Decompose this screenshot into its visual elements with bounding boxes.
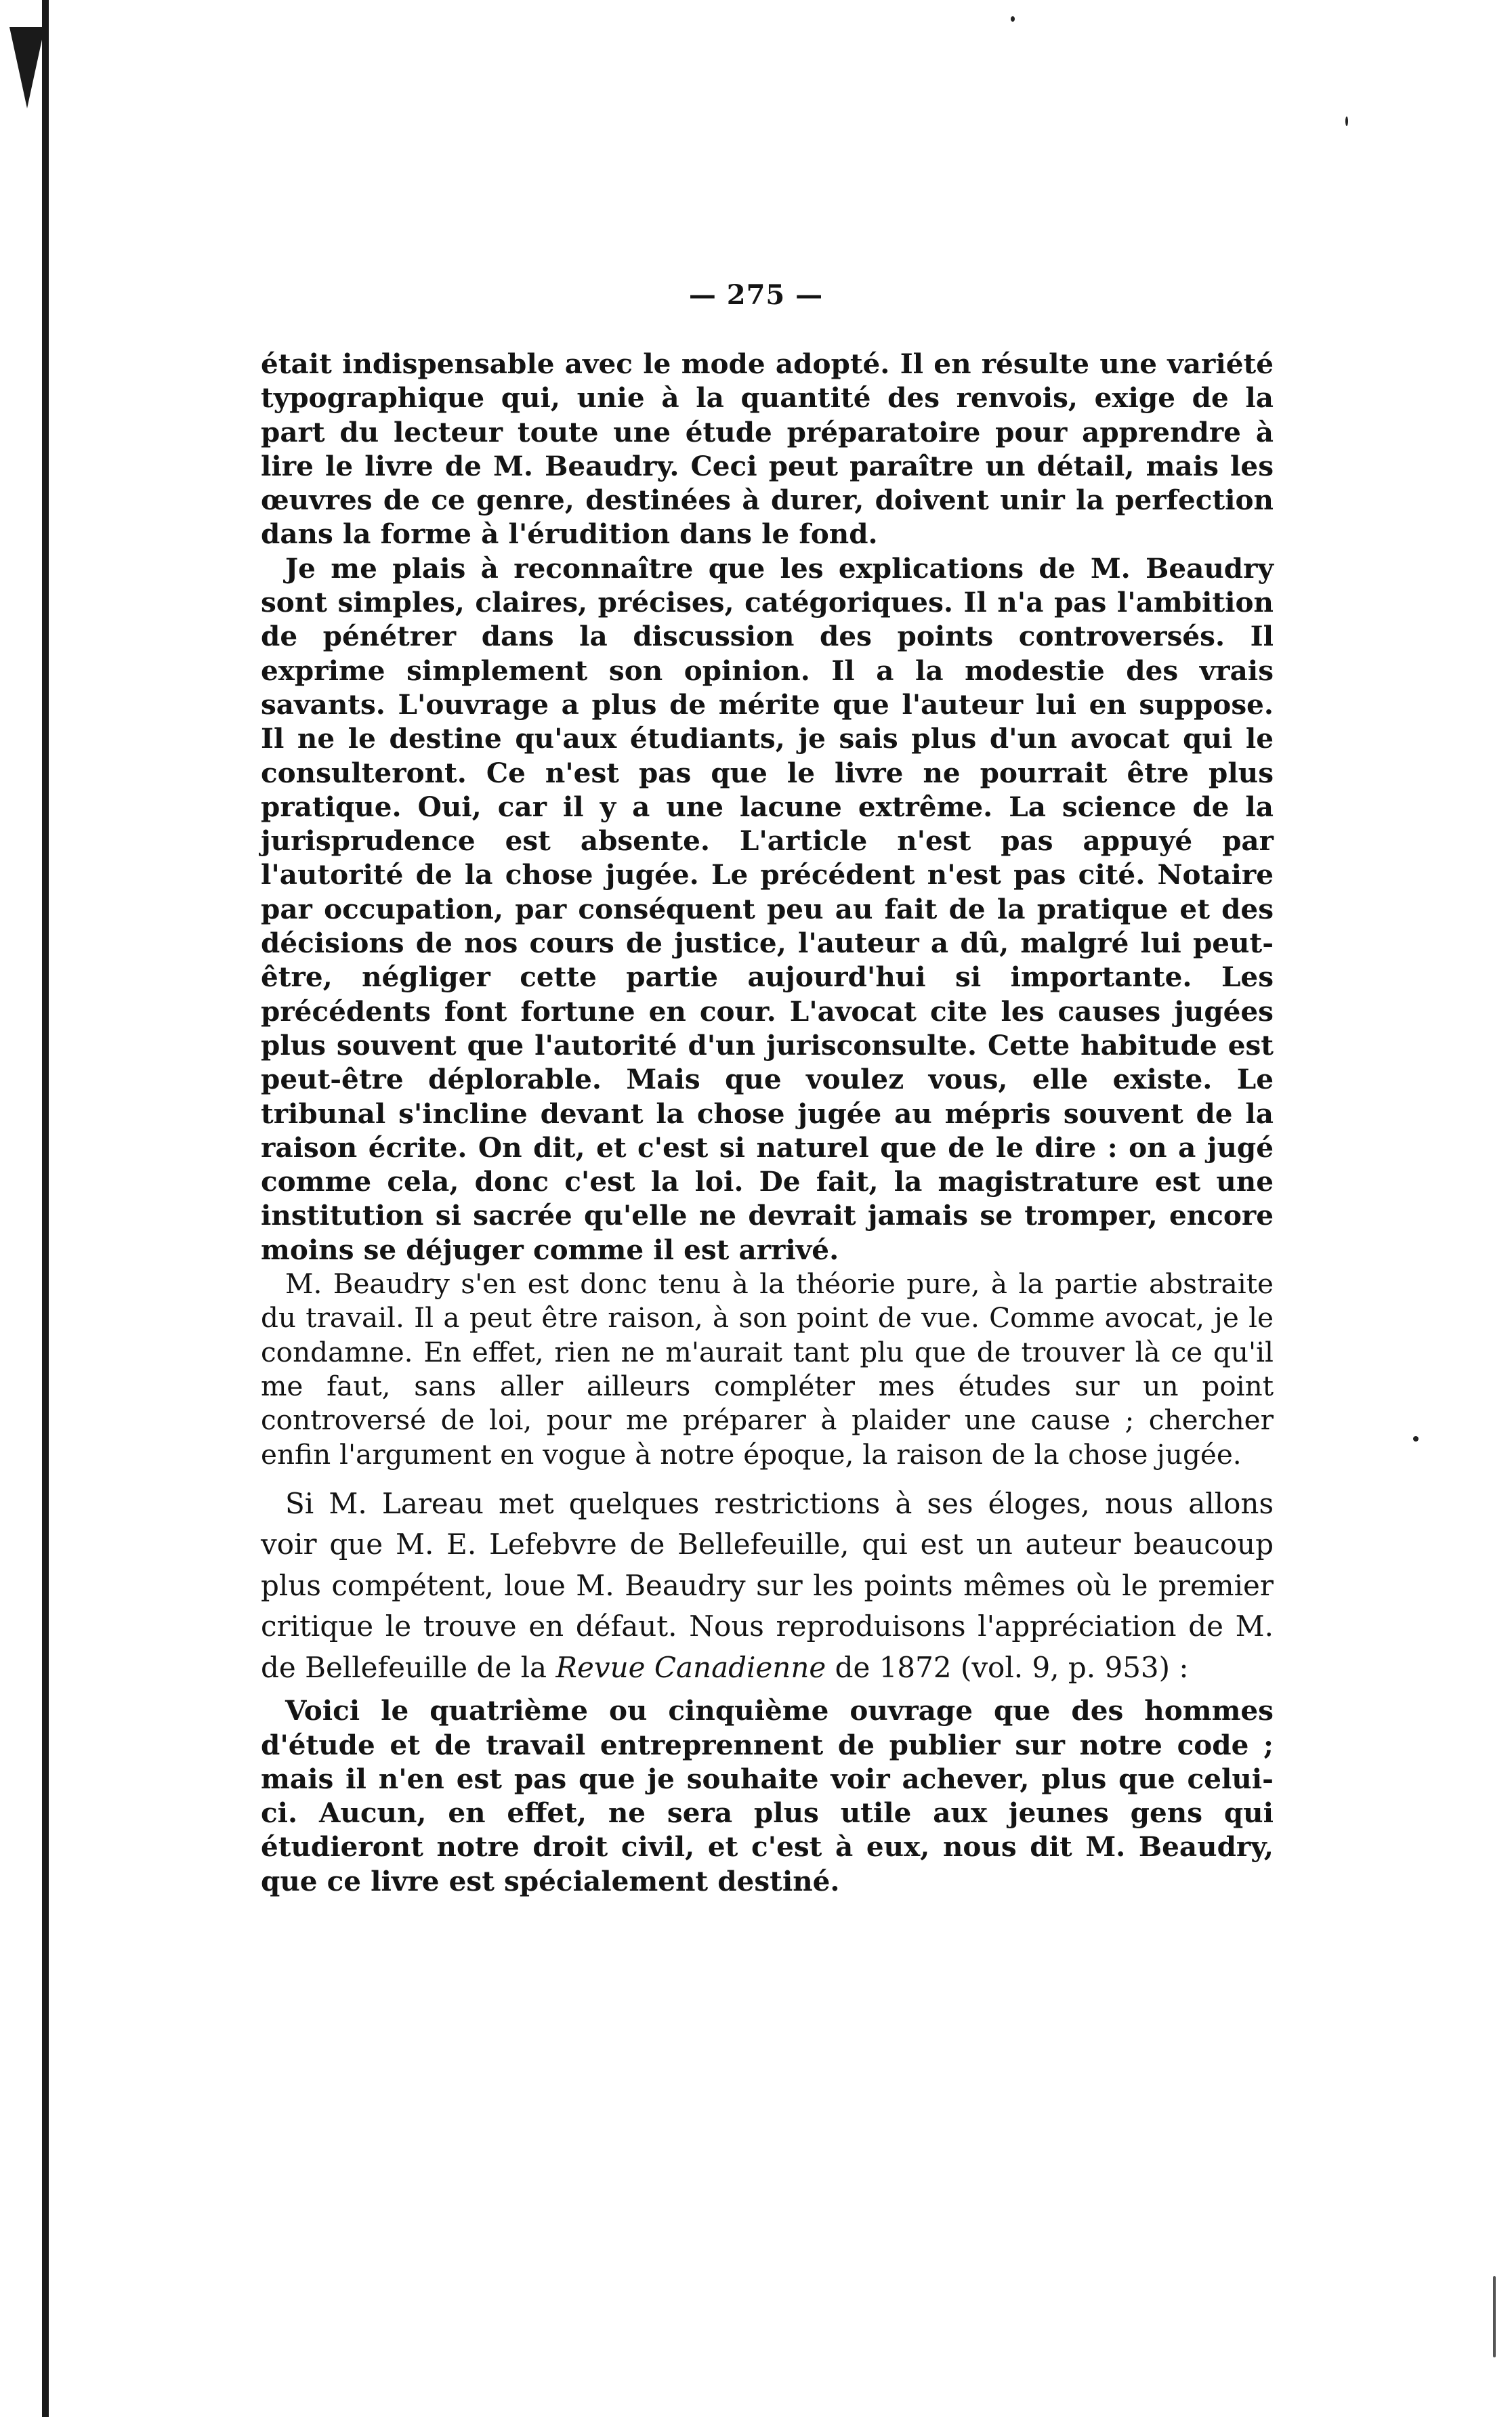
journal-title: Revue Canadienne — [555, 1650, 826, 1684]
body-text — [261, 347, 1274, 1898]
paragraph-5: Voici le quatrième ou cinquième ouvrage que des hommes d'étude et de travail entreprennent de publier sur notre code ; mais il n'en est pas que je souhaite voir achever, plus que celui-ci. Aucun, en effet, ne sera plus utile aux jeunes gens qui étudieront notre droit civil, et c'est à eux, nous dit M. Beaudry, que ce livre est spécialement destiné. — [261, 1694, 1274, 1897]
print-speck — [1345, 117, 1348, 126]
paragraph-4-citation: de 1872 (vol. 9, p. 953) : — [826, 1650, 1189, 1684]
paragraph-4-text: Si M. Lareau met quelques restrictions à ses éloges, nous allons voir que M. E. Lefebvre de Bellefeuille, qui est un auteur beaucoup plus compétent, loue M. Beaudry sur les points mêmes où le premier critique le trouve en défaut. Nous reproduisons l'appréciation de M. de Bellefeuille de la — [261, 1486, 1274, 1684]
print-speck — [1413, 1436, 1419, 1442]
page-binding-corner — [9, 27, 45, 108]
print-speck — [1493, 2276, 1496, 2357]
paragraph-2: Je me plais à reconnaître que les explications de M. Beaudry sont simples, claires, précises, catégoriques. Il n'a pas l'ambition de pénétrer dans la discussion des points controversés. Il exprime simplement son opinion. Il a la modestie des vrais savants. L'ouvrage a plus de mérite que l'auteur lui en suppose. Il ne le destine qu'aux étudiants, je sais plus d'un avocat qui le consulteront. Ce n'est pas que le livre ne pourrait être plus pratique. Oui, car il y a une lacune extrême. La science de la jurisprudence est absente. L'article n'est pas appuyé par l'autorité de la chose jugée. Le précédent n'est pas cité. Notaire par occupation, par conséquent peu au fait de la pratique et des décisions de nos cours de justice, l'auteur a dû, malgré lui peut-être, négliger cette partie aujourd'hui si importante. Les précédents font fortune en cour. L'avocat cite les causes jugées plus souvent que l'autorité d'un jurisconsulte. Cette habitude est peut-être déplorable. Mais que voulez vous, elle existe. Le tribunal s'incline devant la chose jugée au mépris souvent de la raison écrite. On dit, et c'est si naturel que de le dire : on a jugé comme cela, donc c'est la loi. De fait, la magistrature est une institution si sacrée qu'elle ne devrait jamais se tromper, encore moins se déjuger comme il est arrivé. — [261, 551, 1274, 1266]
paragraph-1: était indispensable avec le mode adopté. Il en résulte une variété typographique qui, unie à la quantité des renvois, exige de la part du lecteur toute une étude préparatoire pour apprendre à lire le livre de M. Beaudry. Ceci peut paraître un détail, mais les œuvres de ce genre, destinées à durer, doivent unir la perfection dans la forme à l'érudition dans le fond. — [261, 348, 1274, 551]
paragraph-4 — [261, 1484, 1274, 1689]
paragraph-3: M. Beaudry s'en est donc tenu à la théorie pure, à la partie abstraite du travail. Il a peut être raison, à son point de vue. Comme avocat, je le condamne. En effet, rien ne m'aurait tant plu que de trouver là ce qu'il me faut, sans aller ailleurs compléter mes études sur un point controversé de loi, pour me préparer à plaider une cause ; chercher enfin l'argument en vogue à notre époque, la raison de la chose jugée. — [261, 1267, 1274, 1471]
page-number: — 275 — — [688, 279, 824, 311]
page-binding-edge — [42, 0, 49, 2417]
print-speck — [1011, 16, 1015, 22]
